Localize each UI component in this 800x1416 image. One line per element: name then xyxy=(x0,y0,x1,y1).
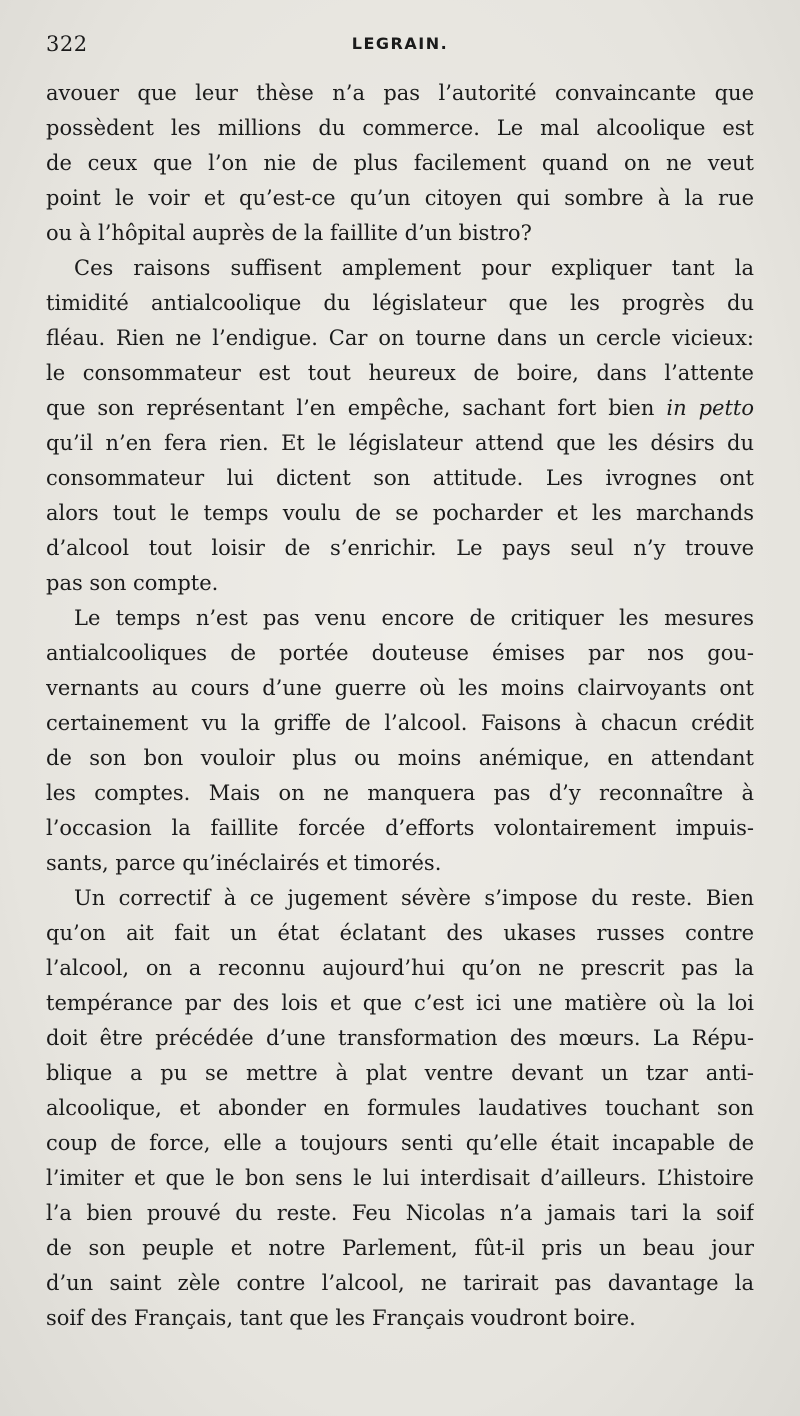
page-number: 322 xyxy=(46,32,88,56)
text-line: timidité antialcoolique du législateur que les progrès du xyxy=(46,291,754,315)
running-title: LEGRAIN. xyxy=(351,34,449,53)
paragraph-4 xyxy=(46,881,754,1336)
text-line: sants, parce qu’inéclairés et timorés. xyxy=(46,851,442,875)
text-line: antialcooliques de portée douteuse émises par nos gou- xyxy=(46,641,754,665)
text-line: pas son compte. xyxy=(46,571,219,595)
text-line: le consommateur est tout heureux de boire, dans l’attente xyxy=(46,361,754,385)
text-line: d’un saint zèle contre l’alcool, ne tarirait pas davantage la xyxy=(46,1271,754,1295)
page-header xyxy=(46,32,754,62)
text-line: possèdent les millions du commerce. Le mal alcoolique est xyxy=(46,116,754,140)
text-line: l’imiter et que le bon sens le lui interdisait d’ailleurs. L’histoire xyxy=(46,1166,754,1190)
text-line: avouer que leur thèse n’a pas l’autorité convaincante que xyxy=(46,81,754,105)
text-line: coup de force, elle a toujours senti qu’elle était incapable de xyxy=(46,1131,754,1155)
text-line-with-italic xyxy=(46,391,754,426)
text-line: de son bon vouloir plus ou moins anémique, en attendant xyxy=(46,746,754,770)
text-line: alcoolique, et abonder en formules laudatives touchant son xyxy=(46,1096,754,1120)
text-line: vernants au cours d’une guerre où les moins clairvoyants ont xyxy=(46,676,754,700)
text-line: Un correctif à ce jugement sévère s’impose du reste. Bien xyxy=(74,886,754,910)
text-line: l’alcool, on a reconnu aujourd’hui qu’on ne prescrit pas la xyxy=(46,956,754,980)
paragraph-1 xyxy=(46,76,754,251)
text-line: consommateur lui dictent son attitude. Les ivrognes ont xyxy=(46,466,754,490)
text-line: alors tout le temps voulu de se pocharder et les marchands xyxy=(46,501,754,525)
page-body xyxy=(46,76,754,1336)
paragraph-3 xyxy=(46,601,754,881)
italic-phrase: in petto xyxy=(666,396,754,420)
paragraph-2 xyxy=(46,251,754,601)
text-line: blique a pu se mettre à plat ventre devant un tzar anti- xyxy=(46,1061,754,1085)
text-line: qu’il n’en fera rien. Et le législateur attend que les désirs du xyxy=(46,431,754,455)
text-line: de son peuple et notre Parlement, fût-il pris un beau jour xyxy=(46,1236,754,1260)
text-line: Le temps n’est pas venu encore de critiquer les mesures xyxy=(74,606,754,630)
text-line: Ces raisons suffisent amplement pour expliquer tant la xyxy=(74,256,754,280)
text-line: point le voir et qu’est-ce qu’un citoyen qui sombre à la rue xyxy=(46,186,754,210)
text-line: qu’on ait fait un état éclatant des ukases russes contre xyxy=(46,921,754,945)
text-line: de ceux que l’on nie de plus facilement quand on ne veut xyxy=(46,151,754,175)
text-line: fléau. Rien ne l’endigue. Car on tourne dans un cercle vicieux: xyxy=(46,326,754,350)
text-segment: que son représentant l’en empêche, sachant fort bien xyxy=(46,396,667,420)
text-line: l’occasion la faillite forcée d’efforts volontairement impuis- xyxy=(46,816,754,840)
text-line: certainement vu la griffe de l’alcool. Faisons à chacun crédit xyxy=(46,711,754,735)
text-line: l’a bien prouvé du reste. Feu Nicolas n’a jamais tari la soif xyxy=(46,1201,754,1225)
text-line: soif des Français, tant que les Français voudront boire. xyxy=(46,1306,636,1330)
text-line: tempérance par des lois et que c’est ici une matière où la loi xyxy=(46,991,754,1015)
text-line: ou à l’hôpital auprès de la faillite d’un bistro? xyxy=(46,221,532,245)
text-line: doit être précédée d’une transformation des mœurs. La Répu- xyxy=(46,1026,754,1050)
text-line: d’alcool tout loisir de s’enrichir. Le pays seul n’y trouve xyxy=(46,536,754,560)
text-line: les comptes. Mais on ne manquera pas d’y reconnaître à xyxy=(46,781,754,805)
